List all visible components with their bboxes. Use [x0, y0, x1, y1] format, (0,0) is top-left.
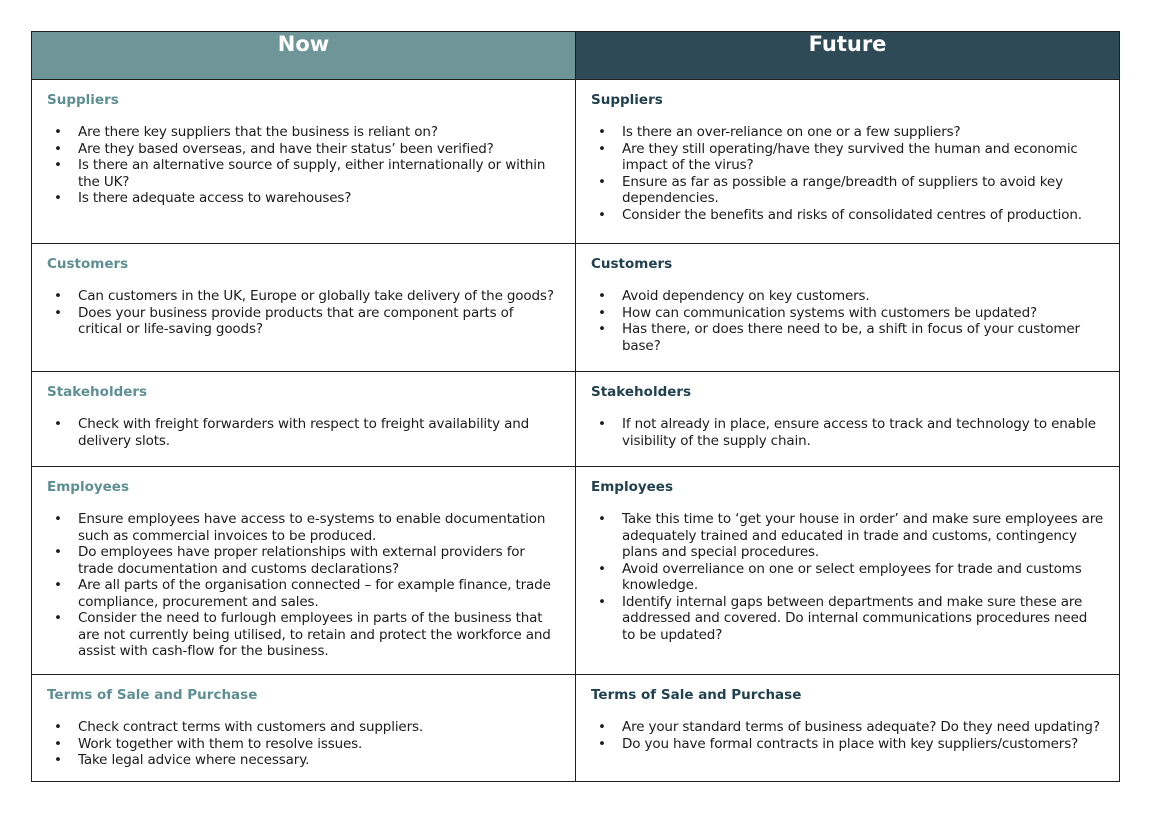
future-employees-cell — [576, 467, 1120, 675]
bullet-list — [47, 416, 560, 449]
section-title: Customers — [591, 256, 673, 272]
list-item: • Are there key suppliers that the business is reliant on? — [78, 124, 560, 141]
bullet-list — [591, 719, 1104, 752]
list-item: • If not already in place, ensure access to track and technology to enable visibility of the supply chain. — [622, 416, 1104, 449]
terms-row — [32, 675, 1120, 782]
future-suppliers-cell — [576, 80, 1120, 244]
list-item: • Ensure as far as possible a range/breadth of suppliers to avoid key dependencies. — [622, 174, 1104, 207]
now-future-table — [31, 31, 1120, 782]
list-item: • Ensure employees have access to e-systems to enable documentation such as commercial invoices to be produced. — [78, 511, 560, 544]
section-title: Terms of Sale and Purchase — [591, 687, 802, 703]
section-title: Stakeholders — [47, 384, 148, 400]
now-suppliers-cell — [32, 80, 576, 244]
header-row — [32, 32, 1120, 80]
bullet-list — [591, 124, 1104, 223]
list-item: • Identify internal gaps between departments and make sure these are addressed and covered. Do internal communications procedures need to be updated? — [622, 594, 1104, 644]
list-item: • Is there an alternative source of supply, either internationally or within the UK? — [78, 157, 560, 190]
section-title: Employees — [591, 479, 674, 495]
list-item: • Take legal advice where necessary. — [78, 752, 560, 769]
section-title: Suppliers — [47, 92, 119, 108]
bullet-list — [47, 719, 560, 769]
list-item: • Are they based overseas, and have their status’ been verified? — [78, 141, 560, 158]
bullet-list — [47, 288, 560, 338]
list-item: • Check with freight forwarders with respect to freight availability and delivery slots. — [78, 416, 560, 449]
now-stakeholders-cell — [32, 372, 576, 467]
bullet-list — [47, 124, 560, 207]
suppliers-row — [32, 80, 1120, 244]
future-terms-cell — [576, 675, 1120, 782]
bullet-list — [591, 416, 1104, 449]
list-item: • Consider the need to furlough employees in parts of the business that are not currently being utilised, to retain and protect the workforce and assist with cash-flow for the business. — [78, 610, 560, 660]
section-title: Employees — [47, 479, 130, 495]
bullet-list — [591, 511, 1104, 643]
list-item: • How can communication systems with customers be updated? — [622, 305, 1104, 322]
list-item: • Take this time to ‘get your house in order’ and make sure employees are adequately trained and educated in trade and customs, contingency plans and special procedures. — [622, 511, 1104, 561]
list-item: • Consider the benefits and risks of consolidated centres of production. — [622, 207, 1104, 224]
list-item: • Are your standard terms of business adequate? Do they need updating? — [622, 719, 1104, 736]
list-item: • Avoid dependency on key customers. — [622, 288, 1104, 305]
list-item: • Check contract terms with customers and suppliers. — [78, 719, 560, 736]
bullet-list — [47, 511, 560, 660]
section-title: Customers — [47, 256, 129, 272]
future-stakeholders-cell — [576, 372, 1120, 467]
customers-row — [32, 244, 1120, 372]
list-item: • Do you have formal contracts in place with key suppliers/customers? — [622, 736, 1104, 753]
list-item: • Avoid overreliance on one or select employees for trade and customs knowledge. — [622, 561, 1104, 594]
list-item: • Is there adequate access to warehouses? — [78, 190, 560, 207]
list-item: • Can customers in the UK, Europe or globally take delivery of the goods? — [78, 288, 560, 305]
list-item: • Are they still operating/have they survived the human and economic impact of the virus? — [622, 141, 1104, 174]
future-column-header: Future — [576, 32, 1120, 80]
list-item: • Is there an over-reliance on one or a few suppliers? — [622, 124, 1104, 141]
list-item: • Do employees have proper relationships with external providers for trade documentation and customs declarations? — [78, 544, 560, 577]
list-item: • Work together with them to resolve issues. — [78, 736, 560, 753]
section-title: Terms of Sale and Purchase — [47, 687, 258, 703]
future-customers-cell — [576, 244, 1120, 372]
list-item: • Has there, or does there need to be, a shift in focus of your customer base? — [622, 321, 1104, 354]
now-terms-cell — [32, 675, 576, 782]
now-employees-cell — [32, 467, 576, 675]
list-item: • Are all parts of the organisation connected – for example finance, trade compliance, procurement and sales. — [78, 577, 560, 610]
now-customers-cell — [32, 244, 576, 372]
section-title: Suppliers — [591, 92, 663, 108]
bullet-list — [591, 288, 1104, 354]
employees-row — [32, 467, 1120, 675]
now-column-header: Now — [32, 32, 576, 80]
section-title: Stakeholders — [591, 384, 692, 400]
stakeholders-row — [32, 372, 1120, 467]
list-item: • Does your business provide products that are component parts of critical or life-saving goods? — [78, 305, 560, 338]
